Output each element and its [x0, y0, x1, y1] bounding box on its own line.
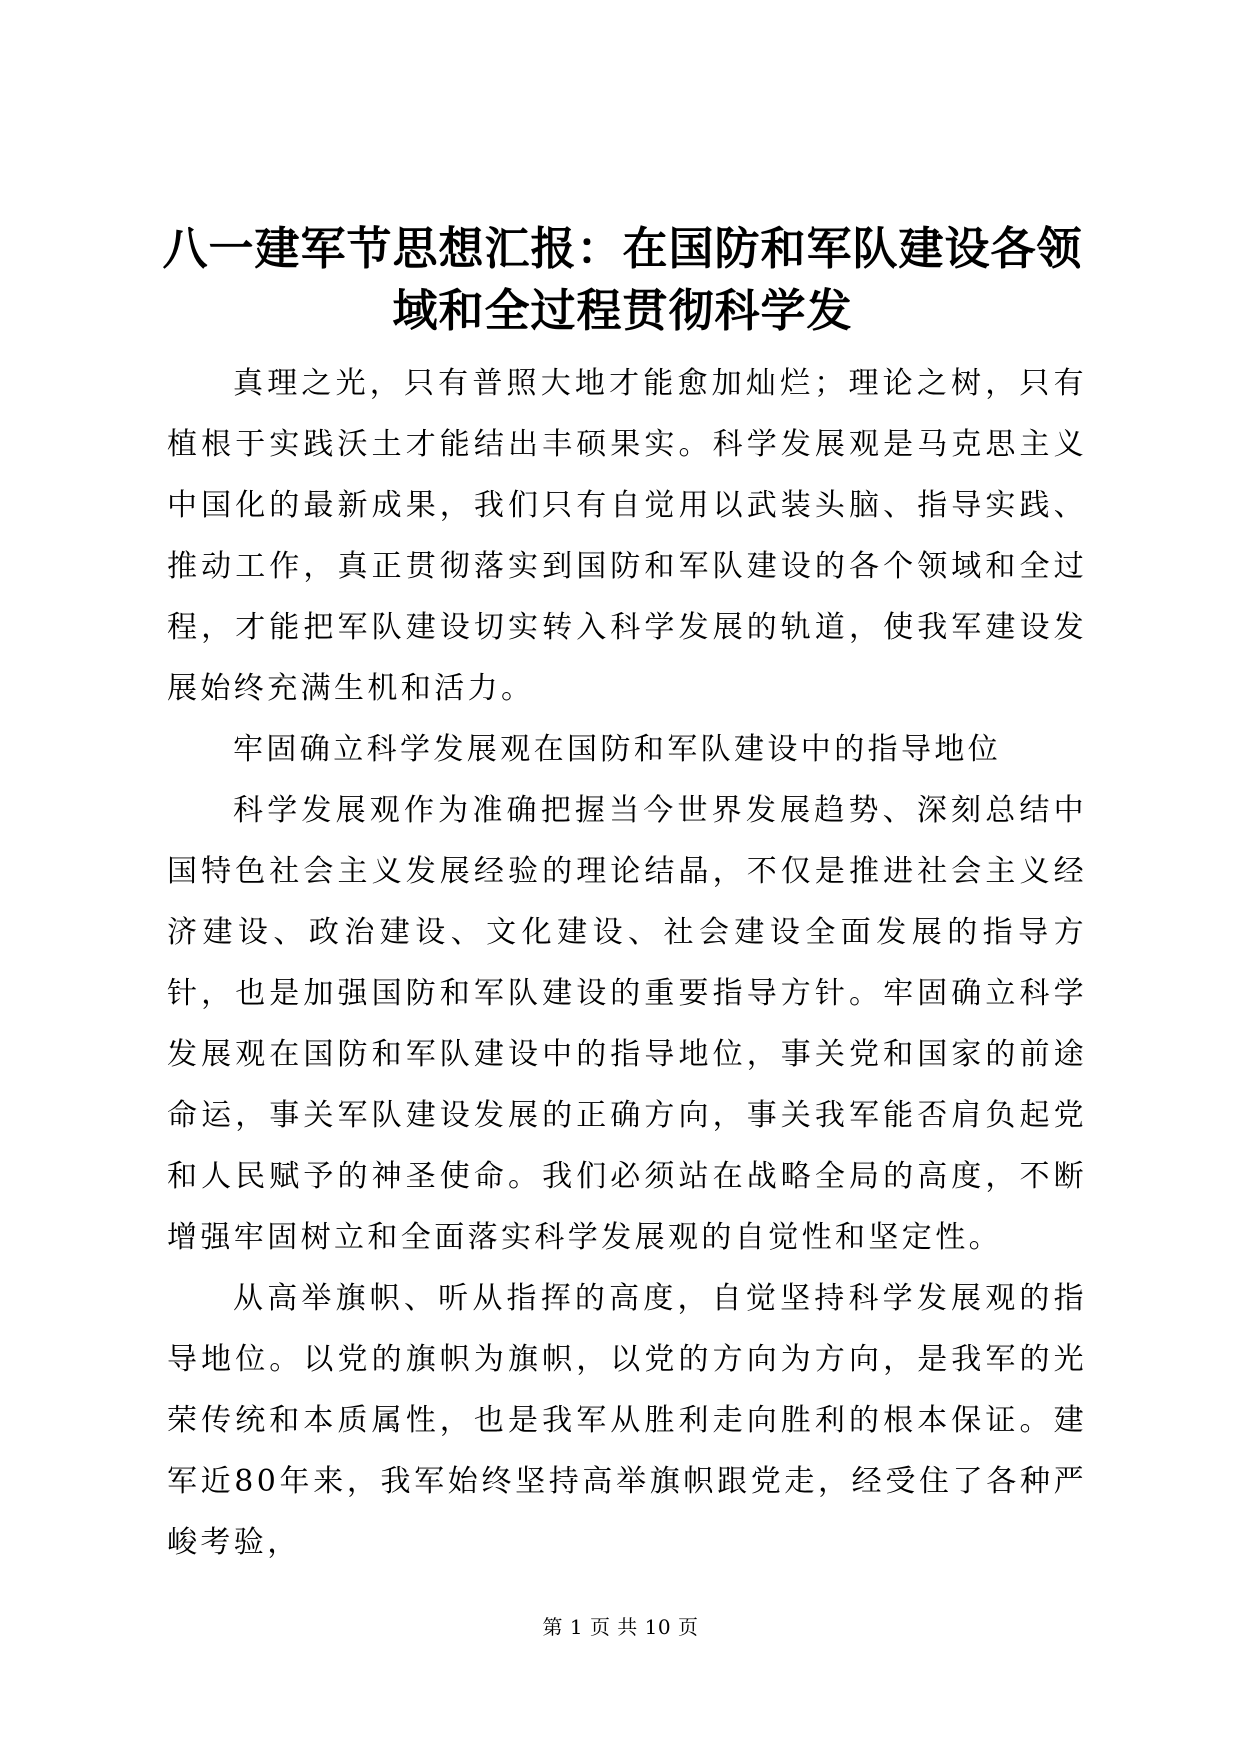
paragraph-banner-command: 从高举旗帜、听从指挥的高度，自觉坚持科学发展观的指导地位。以党的旗帜为旗帜，以党的方向为方向，是我军的光荣传统和本质属性，也是我军从胜利走向胜利的根本保证。建军近80年来，我军始终坚持高举旗帜跟党走，经受住了各种严峻考验，: [167, 1281, 1087, 1560]
document-body: [167, 353, 1087, 1573]
paragraph-intro: 真理之光，只有普照大地才能愈加灿烂；理论之树，只有植根于实践沃土才能结出丰硕果实。科学发展观是马克思主义中国化的最新成果，我们只有自觉用以武装头脑、指导实践、推动工作，真正贯彻落实到国防和军队建设的各个领域和全过程，才能把军队建设切实转入科学发展的轨道，使我军建设发展始终充满生机和活力。: [167, 366, 1087, 706]
page-number-footer: 第 1 页 共 10 页: [542, 1615, 699, 1639]
paragraph-guiding-position: 科学发展观作为准确把握当今世界发展趋势、深刻总结中国特色社会主义发展经验的理论结晶，不仅是推进社会主义经济建设、政治建设、文化建设、社会建设全面发展的指导方针，也是加强国防和军队建设的重要指导方针。牢固确立科学发展观在国防和军队建设中的指导地位，事关党和国家的前途命运，事关军队建设发展的正确方向，事关我军能否肩负起党和人民赋予的神圣使命。我们必须站在战略全局的高度，不断增强牢固树立和全面落实科学发展观的自觉性和坚定性。: [167, 793, 1087, 1255]
document-title: 八一建军节思想汇报：在国防和军队建设各领域和全过程贯彻科学发: [162, 222, 1083, 337]
paragraph-subheading: 牢固确立科学发展观在国防和军队建设中的指导地位: [233, 732, 1002, 767]
